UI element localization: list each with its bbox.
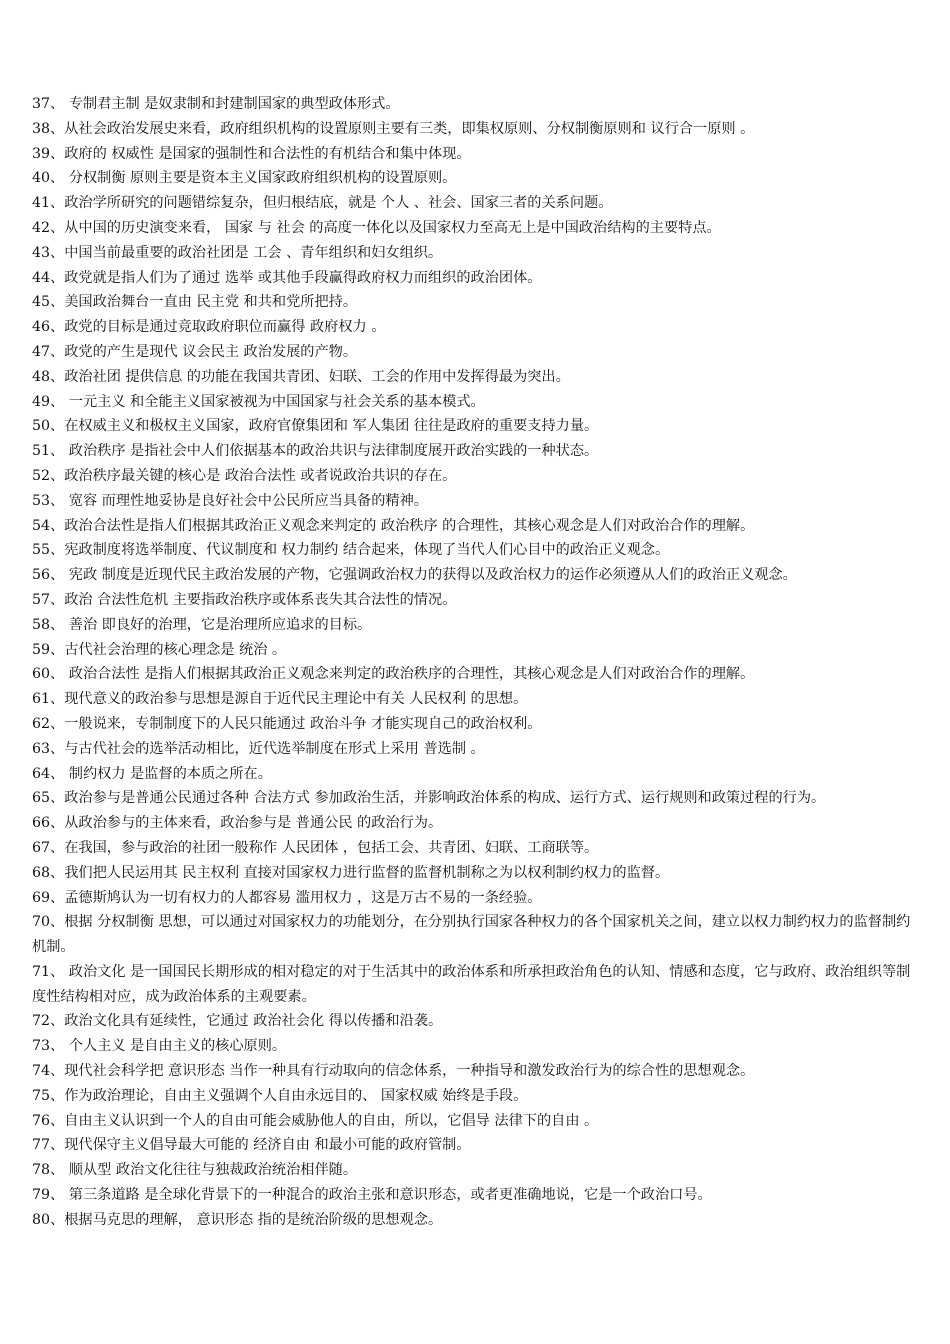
question-item: 43、中国当前最重要的政治社团是 工会 、青年组织和妇女组织。 (32, 244, 443, 261)
question-item: 78、 顺从型 政治文化往往与独裁政治统治相伴随。 (32, 1162, 358, 1179)
question-item: 79、 第三条道路 是全球化背景下的一种混合的政治主张和意识形态，或者更准确地说，它是一个政治口号。 (32, 1187, 712, 1204)
document-page (32, 92, 924, 1233)
question-item: 59、古代社会治理的核心理念是 统治 。 (32, 641, 287, 658)
question-item: 60、 政治合法性 是指人们根据其政治正义观念来判定的政治秩序的合理性，其核心观念是人们对政治合作的理解。 (32, 666, 755, 683)
question-item: 47、政党的产生是现代 议会民主 政治发展的产物。 (32, 343, 358, 360)
question-item: 76、自由主义认识到一个人的自由可能会威胁他人的自由，所以，它倡导 法律下的自由 。 (32, 1112, 599, 1129)
question-item: 53、 宽容 而理性地妥协是良好社会中公民所应当具备的精神。 (32, 492, 428, 509)
question-item: 64、 制约权力 是监督的本质之所在。 (32, 765, 272, 782)
question-item: 50、在权威主义和极权主义国家，政府官僚集团和 军人集团 往往是政府的重要支持力量。 (32, 418, 599, 435)
question-item: 48、政治社团 提供信息 的功能在我国共青团、妇联、工会的作用中发挥得最为突出。 (32, 368, 570, 385)
question-item: 68、我们把人民运用其 民主权利 直接对国家权力进行监督的监督机制称之为以权利制约权力的监督。 (32, 864, 670, 881)
question-item: 41、政治学所研究的问题错综复杂，但归根结底，就是 个人 、社会、国家三者的关系问题。 (32, 195, 613, 212)
question-item: 58、 善治 即良好的治理，它是治理所应追求的目标。 (32, 616, 372, 633)
question-item: 55、宪政制度将选举制度、代议制度和 权力制约 结合起来，体现了当代人们心目中的政治正义观念。 (32, 542, 670, 559)
question-item: 51、 政治秩序 是指社会中人们依据基本的政治共识与法律制度展开政治实践的一种状态。 (32, 443, 599, 460)
question-item: 66、从政治参与的主体来看，政治参与是 普通公民 的政治行为。 (32, 815, 443, 832)
question-item: 42、从中国的历史演变来看， 国家 与 社会 的高度一体化以及国家权力至高无上是中国政治结构的主要特点。 (32, 219, 721, 236)
question-item: 80、根据马克思的理解， 意识形态 指的是统治阶级的思想观念。 (32, 1211, 443, 1228)
question-item: 54、政治合法性是指人们根据其政治正义观念来判定的 政治秩序 的合理性，其核心观念是人们对政治合作的理解。 (32, 517, 755, 534)
question-item: 74、现代社会科学把 意识形态 当作一种具有行动取向的信念体系，一种指导和激发政治行为的综合性的思想观念。 (32, 1063, 755, 1080)
question-item: 37、 专制君主制 是奴隶制和封建制国家的典型政体形式。 (32, 96, 400, 112)
question-item: 44、政党就是指人们为了通过 选举 或其他手段赢得政府权力而组织的政治团体。 (32, 269, 542, 286)
question-item: 56、 宪政 制度是近现代民主政治发展的产物，它强调政治权力的获得以及政治权力的运作必须遵从人们的政治正义观念。 (32, 567, 797, 584)
question-item: 71、 政治文化 是一国国民长期形成的相对稳定的对于生活其中的政治体系和所承担政治角色的认知、情感和态度，它与政府、政治组织等制度性结构相对应，成为政治体系的主观要素。 (32, 963, 911, 1005)
question-item: 73、 个人主义 是自由主义的核心原则。 (32, 1038, 287, 1055)
question-item: 52、政治秩序最关键的核心是 政治合法性 或者说政治共识的存在。 (32, 467, 457, 484)
question-item: 69、孟德斯鸠认为一切有权力的人都容易 滥用权力 ，这是万古不易的一条经验。 (32, 889, 542, 906)
question-item: 62、一般说来，专制制度下的人民只能通过 政治斗争 才能实现自己的政治权利。 (32, 715, 542, 732)
question-item: 39、政府的 权威性 是国家的强制性和合法性的有机结合和集中体现。 (32, 145, 471, 162)
question-item: 65、政治参与是普通公民通过各种 合法方式 参加政治生活，并影响政治体系的构成、运行方式、运行规则和政策过程的行为。 (32, 790, 826, 807)
question-item: 45、美国政治舞台一直由 民主党 和共和党所把持。 (32, 294, 358, 311)
question-item: 57、政治 合法性危机 主要指政治秩序或体系丧失其合法性的情况。 (32, 591, 457, 608)
question-item: 63、与古代社会的选举活动相比，近代选举制度在形式上采用 普选制 。 (32, 740, 485, 757)
question-item: 46、政党的目标是通过竞取政府职位而赢得 政府权力 。 (32, 319, 386, 336)
question-item: 77、现代保守主义倡导最大可能的 经济自由 和最小可能的政府管制。 (32, 1137, 471, 1154)
question-item: 75、作为政治理论，自由主义强调个人自由永远目的、 国家权威 始终是手段。 (32, 1087, 528, 1104)
question-item: 49、 一元主义 和全能主义国家被视为中国国家与社会关系的基本模式。 (32, 393, 485, 410)
question-item: 67、在我国，参与政治的社团一般称作 人民团体 ，包括工会、共青团、妇联、工商联等。 (32, 839, 599, 856)
question-item: 72、政治文化具有延续性，它通过 政治社会化 得以传播和沿袭。 (32, 1013, 443, 1030)
question-item: 70、根据 分权制衡 思想，可以通过对国家权力的功能划分，在分别执行国家各种权力的各个国家机关之间，建立以权力制约权力的监督制约机制。 (32, 914, 911, 956)
question-item: 38、从社会政治发展史来看，政府组织机构的设置原则主要有三类，即集权原则、分权制衡原则和 议行合一原则 。 (32, 120, 755, 137)
question-item: 61、现代意义的政治参与思想是源自于近代民主理论中有关 人民权利 的思想。 (32, 691, 528, 708)
question-item: 40、 分权制衡 原则主要是资本主义国家政府组织机构的设置原则。 (32, 170, 457, 187)
